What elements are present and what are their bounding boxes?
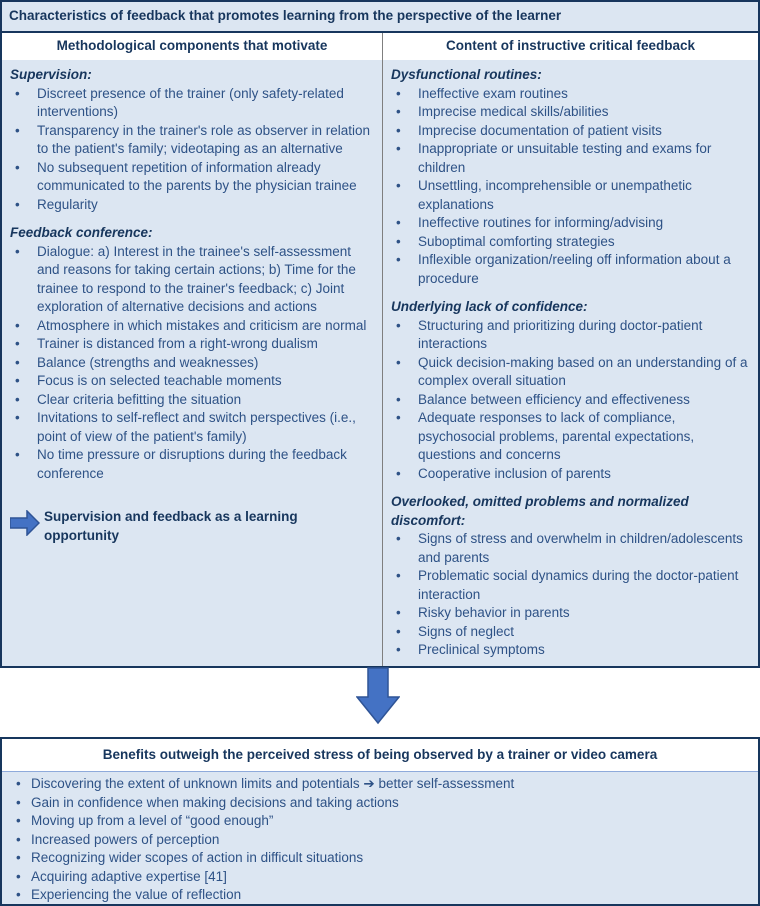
bullet-item: • Unsettling, incomprehensible or unempathetic explanations [391, 177, 750, 214]
bullet-item: • Risky behavior in parents [391, 604, 750, 623]
bullet-item: • Problematic social dynamics during the doctor-patient interaction [391, 567, 750, 604]
benefits-panel [0, 737, 760, 906]
bullet-item: • Signs of stress and overwhelm in children/adolescents and parents [391, 530, 750, 567]
down-arrow-icon [356, 667, 400, 725]
bullet-item: • Quick decision-making based on an understanding of a complex overall situation [391, 354, 750, 391]
column-methodological [2, 60, 383, 666]
section-lack-of-confidence [391, 298, 750, 483]
bullet-list [391, 85, 750, 289]
section-supervision [10, 66, 374, 214]
bullet-item: • Imprecise documentation of patient visits [391, 122, 750, 141]
bullet-item: • Balance (strengths and weaknesses) [10, 354, 374, 373]
bullet-item: • Adequate responses to lack of compliance, psychosocial problems, parental expectations, questions and concerns [391, 409, 750, 465]
bullet-item: • Ineffective exam routines [391, 85, 750, 104]
bullet-item: • No time pressure or disruptions during the feedback conference [10, 446, 374, 483]
bullet-item: • Clear criteria befitting the situation [10, 391, 374, 410]
section-heading: Dysfunctional routines: [391, 67, 542, 82]
bullet-item: • Signs of neglect [391, 623, 750, 642]
section-dysfunctional-routines [391, 66, 750, 288]
bullet-item: • Inflexible organization/reeling off information about a procedure [391, 251, 750, 288]
bullet-item: • Increased powers of perception [10, 831, 750, 850]
bullet-item: • Atmosphere in which mistakes and criticism are normal [10, 317, 374, 336]
bullet-item: • Inappropriate or unsuitable testing and exams for children [391, 140, 750, 177]
bullet-list [391, 317, 750, 484]
column-header-methodological: Methodological components that motivate [2, 33, 383, 60]
bullet-item: • Structuring and prioritizing during doctor-patient interactions [391, 317, 750, 354]
bullet-item: • Gain in confidence when making decisions and taking actions [10, 794, 750, 813]
right-arrow-icon [10, 510, 40, 536]
section-heading: Feedback conference: [10, 225, 153, 240]
bullet-list [10, 775, 750, 904]
bullet-item: • Focus is on selected teachable moments [10, 372, 374, 391]
section-heading: Supervision: [10, 67, 92, 82]
learning-opportunity-callout [10, 508, 374, 545]
section-feedback-conference [10, 224, 374, 483]
bullet-item: • Experiencing the value of reflection [10, 886, 750, 904]
bullet-item: • Cooperative inclusion of parents [391, 465, 750, 484]
bullet-list [10, 85, 374, 215]
bullet-item: • No subsequent repetition of information already communicated to the parents by the physician trainee [10, 159, 374, 196]
section-overlooked-problems [391, 493, 750, 660]
column-header-content: Content of instructive critical feedback [383, 33, 758, 60]
two-column-grid [2, 33, 758, 666]
bullet-item: • Discreet presence of the trainer (only safety-related interventions) [10, 85, 374, 122]
bullet-item: • Imprecise medical skills/abilities [391, 103, 750, 122]
bullet-item: • Transparency in the trainer's role as observer in relation to the patient's family; videotaping as an alternative [10, 122, 374, 159]
bullet-item: • Suboptimal comforting strategies [391, 233, 750, 252]
bullet-item: • Dialogue: a) Interest in the trainee's self-assessment and reasons for taking certain actions; b) Time for the trainee to respond to the trainer's feedback; c) Joint exploration of alternative decisions and actions [10, 243, 374, 317]
callout-text: Supervision and feedback as a learning opportunity [44, 509, 298, 543]
bullet-item: • Discovering the extent of unknown limits and potentials ➔ better self-assessment [10, 775, 750, 794]
bullet-list [391, 530, 750, 660]
bullet-item: • Balance between efficiency and effectiveness [391, 391, 750, 410]
bullet-item: • Regularity [10, 196, 374, 215]
column-content-feedback [383, 60, 758, 666]
bullet-item: • Recognizing wider scopes of action in difficult situations [10, 849, 750, 868]
bullet-item: • Acquiring adaptive expertise [41] [10, 868, 750, 887]
panel-title: Characteristics of feedback that promotes learning from the perspective of the learner [2, 2, 758, 33]
benefits-title: Benefits outweigh the perceived stress of being observed by a trainer or video camera [2, 739, 758, 772]
bullet-item: • Moving up from a level of “good enough” [10, 812, 750, 831]
bullet-item: • Trainer is distanced from a right-wrong dualism [10, 335, 374, 354]
section-heading: Overlooked, omitted problems and normalized discomfort: [391, 494, 689, 528]
section-heading: Underlying lack of confidence: [391, 299, 588, 314]
bullet-item: • Invitations to self-reflect and switch perspectives (i.e., point of view of the patient's family) [10, 409, 374, 446]
bullet-item: • Preclinical symptoms [391, 641, 750, 660]
bullet-item: • Ineffective routines for informing/advising [391, 214, 750, 233]
bullet-list [10, 243, 374, 484]
benefits-content [2, 772, 758, 904]
